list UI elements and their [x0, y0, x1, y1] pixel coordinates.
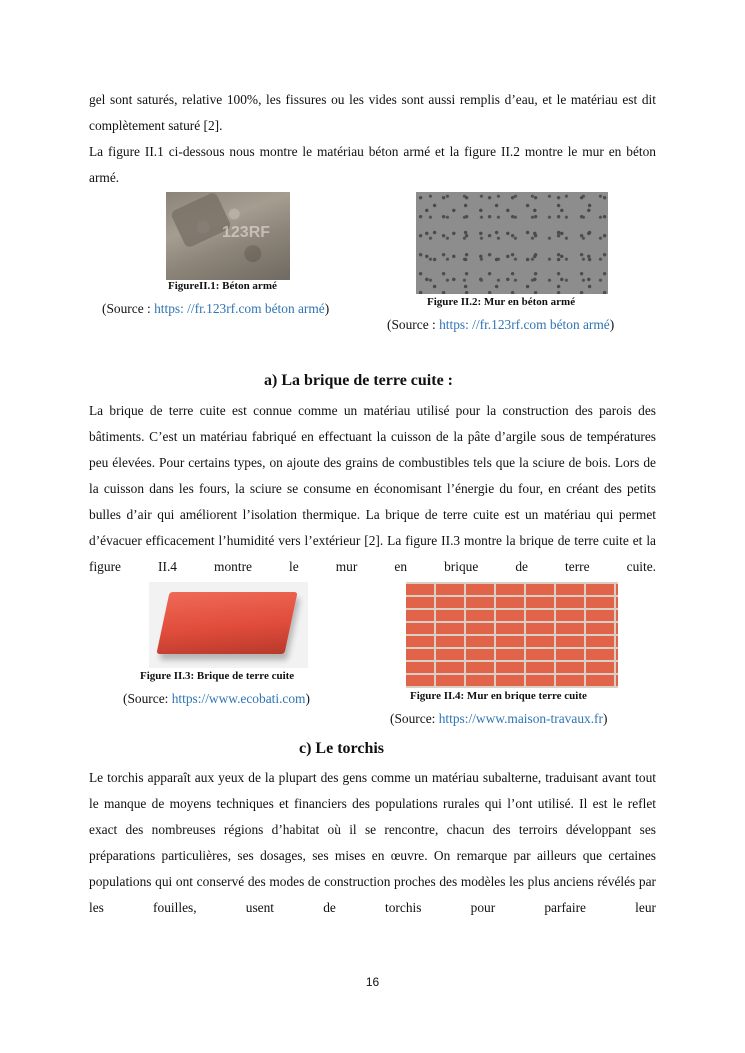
- brique-paragraph: La brique de terre cuite est connue comme un matériau utilisé pour la construction des parois des bâtiments. C’est un matériau fabriqué en effectuant la cuisson de la pâte d’argile sous de températures peu élevées. Pour certains types, on ajoute des grains de combustibles tels que la sciure de bois. Lors de la cuisson dans les fours, la sciure se consume en économisant l’énergie du four, en créant des petits bulles d’air qui améliorent l’isolation thermique. La brique de terre cuite est un matériau qui permet d’évacuer efficacement l’humidité vers l’extérieur [2]. La figure II.3 montre la brique de terre cuite et la figure II.4 montre le mur en brique de terre cuite.: [89, 403, 656, 574]
- figure-4-source-link[interactable]: https://www.maison-travaux.fr: [438, 711, 603, 726]
- figure-1-source-link[interactable]: https: //fr.123rf.com béton armé: [154, 301, 325, 316]
- figure-1-caption: FigureII.1: Béton armé: [168, 280, 277, 292]
- section-heading-torchis: c) Le torchis: [299, 740, 385, 757]
- source-prefix: (Source:: [123, 691, 172, 706]
- figure-4-caption: Figure II.4: Mur en brique terre cuite: [410, 690, 587, 702]
- source-prefix: (Source :: [102, 301, 155, 316]
- figure-3-image: [149, 582, 308, 668]
- figure-intro-paragraph: La figure II.1 ci-dessous nous montre le matériau béton armé et la figure II.2 montre le mur en béton armé.: [89, 144, 656, 185]
- figure-2-source-link[interactable]: https: //fr.123rf.com béton armé: [439, 317, 610, 332]
- page-number: 16: [365, 975, 380, 989]
- section-heading-brique: a) La brique de terre cuite :: [264, 372, 453, 389]
- figure-4-source: [390, 711, 607, 727]
- figure-3-source: [123, 691, 310, 707]
- figure-3-caption: Figure II.3: Brique de terre cuite: [140, 670, 295, 682]
- figure-2-image: [416, 192, 608, 294]
- intro-paragraph: gel sont saturés, relative 100%, les fissures ou les vides sont aussi remplis d’eau, et le matériau est dit complètement saturé [2].: [89, 92, 656, 133]
- torchis-paragraph: Le torchis apparaît aux yeux de la plupart des gens comme un matériau subalterne, traduisant avant tout le manque de moyens techniques et financiers des populations rurales qui l’ont utilisé. Il est le reflet exact des nombreuses régions d’habitat où il se rencontre, chacun des terroirs développant ses préparations particulières, ses dosages, ses mises en œuvre. On remarque par ailleurs que certaines populations qui ont conservé des modes de construction proches des modèles les plus anciens révélés par les fouilles, usent de torchis pour parfaire leur: [89, 770, 656, 915]
- figure-4-image: [406, 582, 618, 688]
- figure-1-watermark: 123RF: [222, 224, 271, 241]
- figure-1-source: [102, 301, 329, 317]
- source-suffix: ): [602, 711, 608, 726]
- source-prefix: (Source:: [390, 711, 439, 726]
- source-prefix: (Source :: [387, 317, 440, 332]
- figure-2-source: [387, 317, 614, 333]
- figure-2-caption: Figure II.2: Mur en béton armé: [427, 296, 576, 308]
- figure-1-image: [166, 192, 290, 280]
- source-suffix: ): [305, 691, 310, 706]
- figure-3-source-link[interactable]: https://www.ecobati.com: [171, 691, 306, 706]
- source-suffix: ): [609, 317, 615, 332]
- source-suffix: ): [324, 301, 330, 316]
